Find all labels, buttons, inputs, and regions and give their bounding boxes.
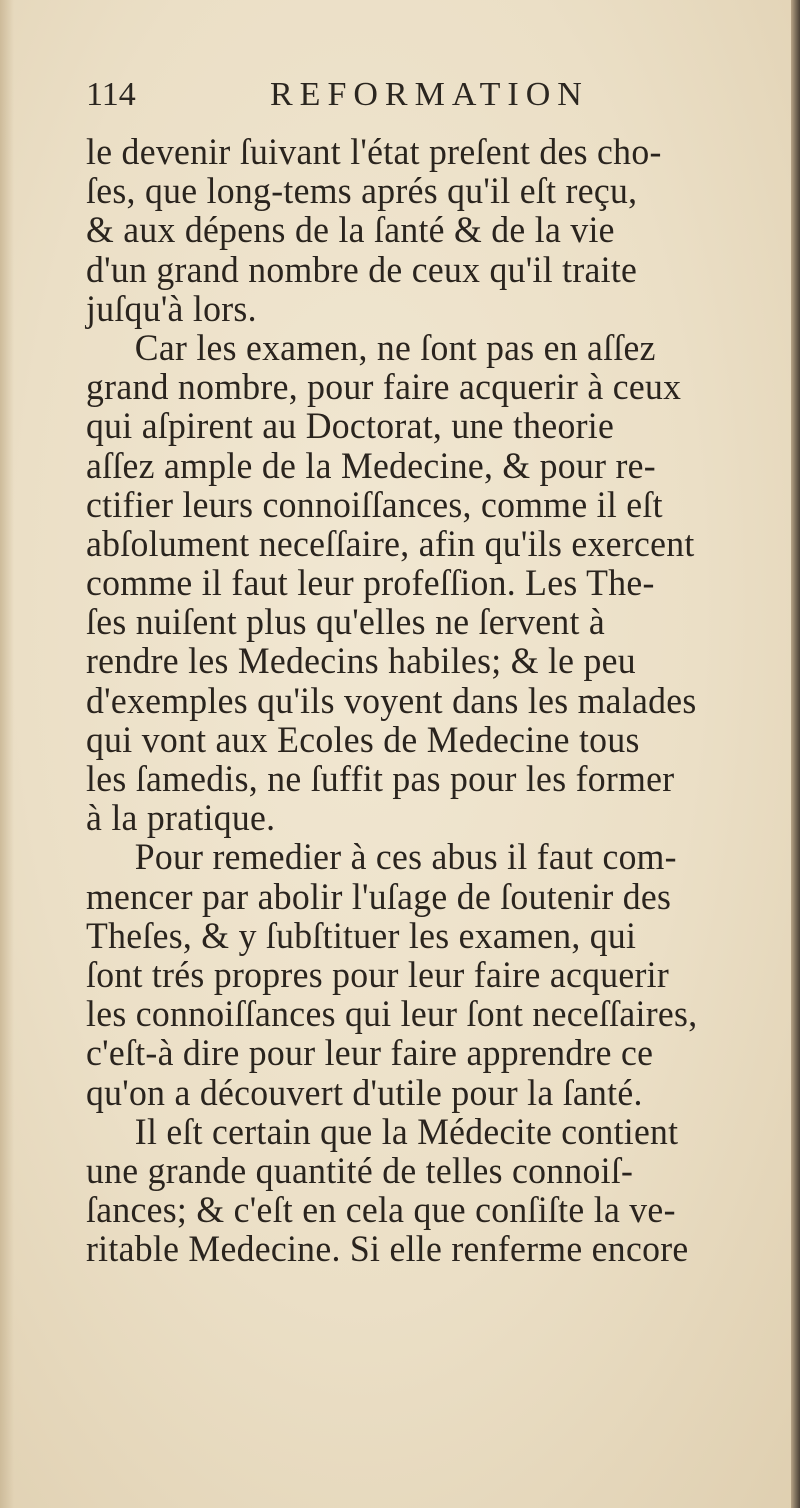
text-line-12: comme il faut leur profeſſion. Les The- — [86, 562, 655, 604]
text-line-21: Theſes, & y ſubſtituer les examen, qui — [86, 914, 637, 956]
page-number: 114 — [86, 76, 136, 113]
page-header — [86, 76, 736, 126]
text-line-8: qui aſpirent au Doctorat, une theorie — [86, 405, 615, 447]
text-line-20: mencer par abolir l'uſage de ſoutenir des — [86, 875, 672, 917]
text-line-3: & aux dépens de la ſanté & de la vie — [86, 209, 615, 251]
text-line-6: Car les examen, ne ſont pas en aſſez — [134, 326, 656, 368]
text-line-26: Il eſt certain que la Médecite contient — [134, 1110, 679, 1152]
text-line-4: d'un grand nombre de ceux qu'il traite — [86, 248, 638, 290]
text-line-7: grand nombre, pour faire acquerir à ceux — [86, 366, 682, 408]
text-line-23: les connoiſſances qui leur ſont neceſſaires, — [86, 993, 698, 1035]
text-line-22: ſont trés propres pour leur faire acquerir — [86, 953, 670, 995]
body-text — [86, 132, 800, 1268]
text-line-10: ctifier leurs connoiſſances, comme il eſt — [86, 483, 663, 525]
text-line-24: c'eſt-à dire pour leur faire apprendre ce — [86, 1032, 654, 1074]
text-line-29: ritable Medecine. Si elle renferme encore — [86, 1228, 689, 1270]
text-line-18: à la pratique. — [86, 797, 276, 839]
text-line-2: ſes, que long-tems aprés qu'il eſt reçu, — [86, 170, 638, 212]
text-line-11: abſolument neceſſaire, afin qu'ils exercent — [86, 522, 695, 564]
text-line-14: rendre les Medecins habiles; & le peu — [86, 640, 636, 682]
text-line-25: qu'on a découvert d'utile pour la ſanté. — [86, 1071, 643, 1113]
page-gutter-shadow — [0, 0, 14, 1508]
text-line-13: ſes nuiſent plus qu'elles ne ſervent à — [86, 601, 606, 643]
text-line-9: aſſez ample de la Medecine, & pour re- — [86, 444, 656, 486]
text-line-5: juſqu'à lors. — [86, 287, 257, 329]
text-line-16: qui vont aux Ecoles de Medecine tous — [86, 718, 640, 760]
text-line-15: d'exemples qu'ils voyent dans les malades — [86, 679, 697, 721]
text-line-27: une grande quantité de telles connoiſ- — [86, 1149, 634, 1191]
text-line-17: les ſamedis, ne ſuffit pas pour les former — [86, 758, 675, 799]
text-line-19: Pour remedier à ces abus il faut com- — [134, 836, 677, 878]
text-line-28: ſances; & c'eſt en cela que conſiſte la ve- — [86, 1189, 676, 1231]
running-head: REFORMATION — [270, 76, 589, 113]
text-line-1: le devenir ſuivant l'état preſent des cho- — [86, 131, 662, 172]
